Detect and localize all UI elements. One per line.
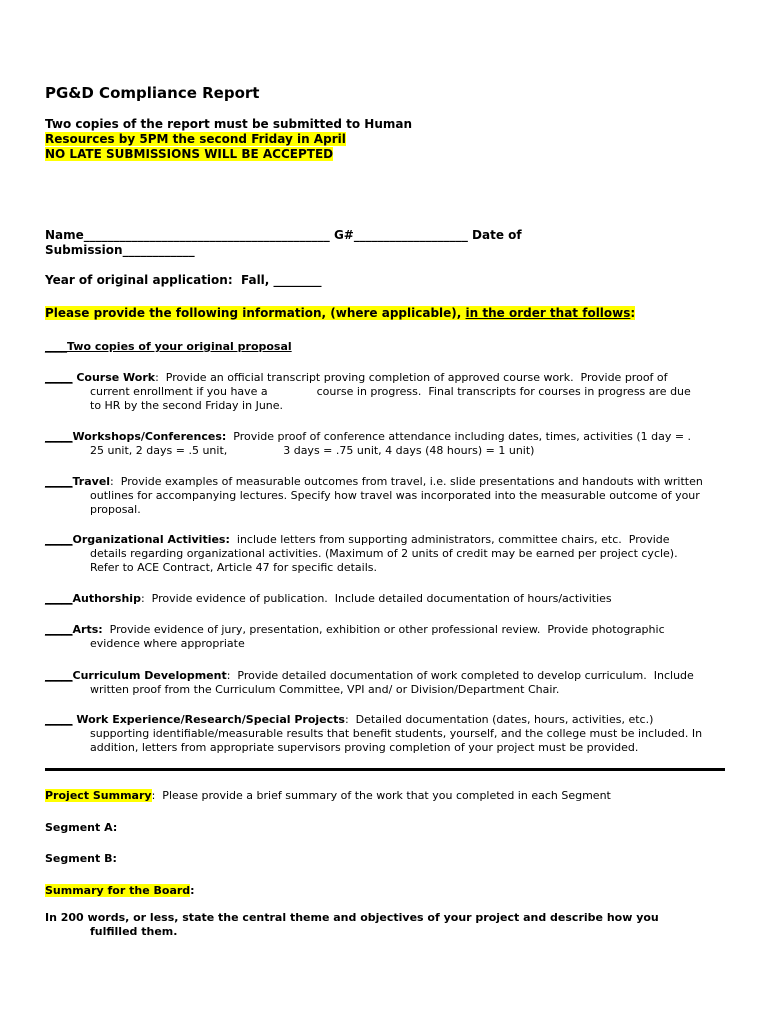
project-summary-line: Project Summary: Please provide a brief summary of the work that you completed in each Segment <box>45 789 611 802</box>
checkbox-blank[interactable]: _____ <box>45 430 73 443</box>
late-warning: NO LATE SUBMISSIONS WILL BE ACCEPTED <box>45 147 334 161</box>
board-summary-instructions: In 200 words, or less, state the central theme and objectives of your project and describe how you fulfilled them. <box>45 911 659 938</box>
checkbox-blank[interactable]: _____ <box>45 371 73 384</box>
checklist-item-curriculum: _____Curriculum Development: Provide detailed documentation of work completed to develop curriculum. Include written proof from the Curriculum Committee, VPI and/ or Division/Department Chair. <box>45 669 694 696</box>
intro-line-2: Resources by 5PM the second Friday in April <box>45 132 346 146</box>
intro-line-1: Two copies of the report must be submitted to Human <box>45 117 413 131</box>
checkbox-blank[interactable]: ____ <box>45 340 67 353</box>
checkbox-blank[interactable]: _____ <box>45 475 73 488</box>
checkbox-blank[interactable]: _____ <box>45 533 73 546</box>
board-summary-label: Summary for the Board: <box>45 884 195 897</box>
checklist-item-authorship: _____Authorship: Provide evidence of publication. Include detailed documentation of hours/activities <box>45 592 612 605</box>
checklist-item-work-experience: _____ Work Experience/Research/Special Projects: Detailed documentation (dates, hours, activities, etc.) supporting identifiable/measurable results that benefit students, yourself, and the college must be included. In addition, letters from appropriate supervisors proving completion of your project must be provided. <box>45 713 703 754</box>
checklist-item-travel: _____Travel: Provide examples of measurable outcomes from travel, i.e. slide presentations and handouts with written outlines for accompanying lectures. Specify how travel was incorporated into the measurable outcome of your proposal. <box>45 475 703 516</box>
checklist-item-arts: _____Arts: Provide evidence of jury, presentation, exhibition or other professional review. Provide photographic evidence where appropriate <box>45 623 665 650</box>
segment-b-label: Segment B: <box>45 852 117 865</box>
name-field-line[interactable]: Name_________________________________________ G#___________________ Date of <box>45 228 522 242</box>
page-title: PG&D Compliance Report <box>45 84 260 102</box>
year-field[interactable]: Year of original application: Fall, ________ <box>45 273 322 287</box>
checkbox-blank[interactable]: _____ <box>45 669 73 682</box>
segment-a-label: Segment A: <box>45 821 118 834</box>
submission-date-field[interactable]: Submission____________ <box>45 243 195 257</box>
checkbox-blank[interactable]: _____ <box>45 592 73 605</box>
section-divider <box>45 768 725 771</box>
checklist-item-workshops: _____Workshops/Conferences: Provide proof of conference attendance including dates, times, activities (1 day = . 25 unit, 2 days = .5 unit, 3 days = .75 unit, 4 days (48 hours) = 1 unit) <box>45 430 692 457</box>
checklist-item-organizational: _____Organizational Activities: include letters from supporting administrators, committee chairs, etc. Provide details regarding organizational activities. (Maximum of 2 units of credit may be earned per project cycle). Refer to ACE Contract, Article 47 for specific details. <box>45 533 678 574</box>
checkbox-blank[interactable]: _____ <box>45 623 73 636</box>
checkbox-blank[interactable]: _____ <box>45 713 73 726</box>
checklist-item-course-work: _____ Course Work: Provide an official transcript proving completion of approved course work. Provide proof of current enrollment if you have a course in progress. Final transcripts for courses in progress are due to HR by the second Friday in June. <box>45 371 691 412</box>
instructions: Please provide the following information, (where applicable), in the order that follows: <box>45 306 636 320</box>
checklist-item-original-proposal: ____Two copies of your original proposal <box>45 340 292 353</box>
